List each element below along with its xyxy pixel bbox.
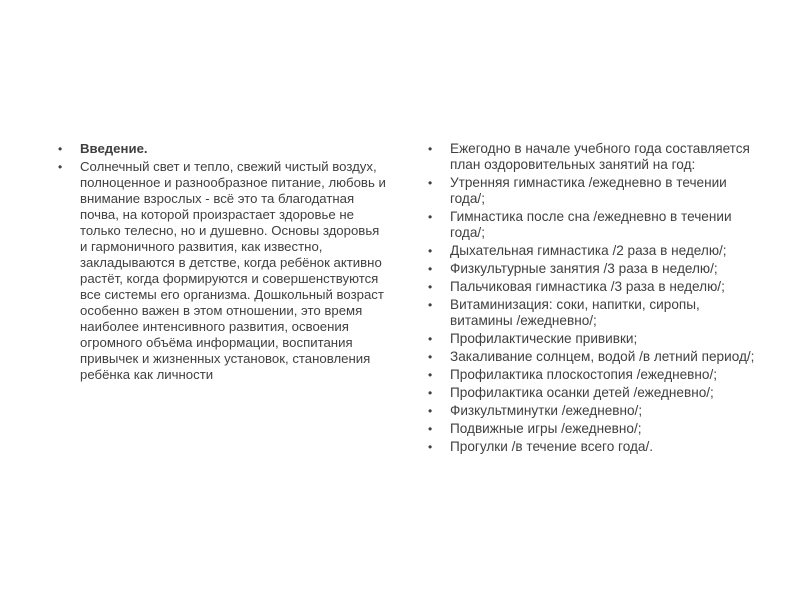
left-column <box>58 141 388 385</box>
list-item <box>428 141 758 173</box>
list-item <box>428 421 758 437</box>
right-column <box>428 141 758 457</box>
list-item-text: Профилактика плоскостопия /ежедневно/; <box>450 367 718 382</box>
list-item <box>428 209 758 241</box>
bullet-icon: • <box>428 386 433 400</box>
list-item <box>428 367 758 383</box>
list-item-intro-body <box>58 159 388 383</box>
list-item-text: Витаминизация: соки, напитки, сиропы, витамины /ежедневно/; <box>450 297 700 328</box>
list-item <box>428 349 758 365</box>
bullet-icon: • <box>428 332 433 346</box>
list-item-text: Дыхательная гимнастика /2 раза в неделю/; <box>450 243 727 258</box>
list-item-text: Профилактические прививки; <box>450 331 638 346</box>
list-item-text: Пальчиковая гимнастика /3 раза в неделю/; <box>450 279 725 294</box>
bullet-icon: • <box>428 350 433 364</box>
list-item <box>428 403 758 419</box>
list-item-text: Подвижные игры /ежедневно/; <box>450 421 642 436</box>
list-item-text: Утренняя гимнастика /ежедневно в течении года/; <box>450 175 727 206</box>
list-item-introduction <box>58 141 388 157</box>
list-item-text: Ежегодно в начале учебного года составляется план оздоровительных занятий на год: <box>450 141 750 172</box>
list-item <box>428 279 758 295</box>
list-item <box>428 243 758 259</box>
bullet-icon: • <box>58 160 63 174</box>
bullet-icon: • <box>428 298 433 312</box>
bullet-icon: • <box>428 210 433 224</box>
bullet-icon: • <box>58 142 63 156</box>
bullet-icon: • <box>428 262 433 276</box>
bullet-icon: • <box>428 404 433 418</box>
bullet-icon: • <box>428 422 433 436</box>
bullet-icon: • <box>428 440 433 454</box>
bullet-icon: • <box>428 280 433 294</box>
list-item-text: Физкультминутки /ежедневно/; <box>450 403 643 418</box>
list-item-text: Закаливание солнцем, водой /в летний период/; <box>450 349 755 364</box>
list-item-text: Прогулки /в течение всего года/. <box>450 439 654 454</box>
list-item-text: Физкультурные занятия /3 раза в неделю/; <box>450 261 718 276</box>
list-item <box>428 385 758 401</box>
list-item-text: Профилактика осанки детей /ежедневно/; <box>450 385 714 400</box>
list-item-text: Гимнастика после сна /ежедневно в течении года/; <box>450 209 732 240</box>
intro-heading: Введение. <box>80 141 148 156</box>
bullet-icon: • <box>428 368 433 382</box>
bullet-icon: • <box>428 176 433 190</box>
bullet-icon: • <box>428 244 433 258</box>
list-item <box>428 439 758 455</box>
intro-paragraph: Солнечный свет и тепло, свежий чистый воздух, полноценное и разнообразное питание, любовь и внимание взрослых - всё это та благодатная почва, на которой произрастает здоровье не только телесно, но и душевно. Основы здоровья и гармоничного развития, как известно, закладываются в детстве, когда ребёнок активно растёт, когда формируются и совершенствуются все системы его организма. Дошкольный возраст особенно важен в этом отношении, это время наиболее интенсивного развития, освоения огромного объёма информации, воспитания привычек и жизненных установок, становления ребёнка как личности <box>80 159 386 382</box>
list-item <box>428 261 758 277</box>
list-item <box>428 331 758 347</box>
bullet-icon: • <box>428 142 433 156</box>
list-item <box>428 175 758 207</box>
list-item <box>428 297 758 329</box>
